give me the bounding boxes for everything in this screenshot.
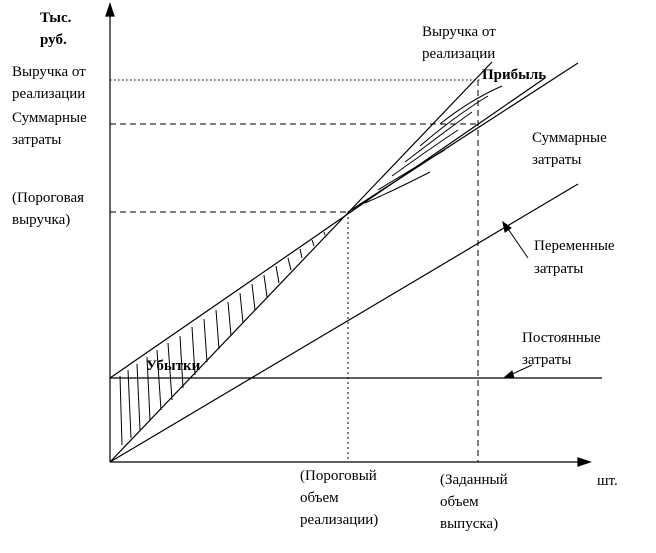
chart-lines [110, 62, 602, 462]
variable-costs-pointer-icon [503, 222, 511, 232]
y-unit-line1: Тыс. [40, 10, 72, 26]
variable-costs-label-line1: Переменные [534, 238, 615, 254]
revenue-line [110, 62, 492, 462]
target-volume-line1: (Заданный [440, 472, 508, 488]
profit-label: Прибыль [482, 67, 547, 83]
left-total-costs-line2: затраты [12, 132, 62, 148]
x-unit-label: шт. [597, 473, 618, 489]
total-costs-label-line1: Суммарные [532, 130, 607, 146]
y-axis-arrow-icon [106, 4, 114, 16]
fixed-costs-label-line1: Постоянные [522, 330, 601, 346]
variable-costs-label-line2: затраты [534, 261, 584, 277]
left-revenue-line2: реализации [12, 86, 86, 102]
x-axis-arrow-icon [578, 458, 590, 466]
revenue-label-line2: реализации [422, 46, 496, 62]
left-threshold-revenue-line1: (Пороговая [12, 190, 85, 206]
left-total-costs-line1: Суммарные [12, 110, 87, 126]
left-revenue-line1: Выручка от [12, 64, 86, 80]
threshold-volume-line1: (Пороговый [300, 468, 377, 484]
fixed-costs-label-line2: затраты [522, 352, 572, 368]
target-volume-line2: объем [440, 494, 479, 510]
total-costs-label-line2: затраты [532, 152, 582, 168]
target-volume-line3: выпуска) [440, 516, 499, 532]
fixed-costs-pointer-icon [505, 371, 514, 378]
profit-hatching [365, 86, 502, 203]
y-unit-line2: руб. [40, 32, 67, 48]
left-threshold-revenue-line2: выручка) [12, 212, 71, 228]
losses-label: Убытки [146, 358, 201, 374]
threshold-volume-line3: реализации) [300, 512, 379, 528]
loss-hatching [120, 232, 325, 445]
threshold-volume-line2: объем [300, 490, 339, 506]
revenue-label-line1: Выручка от [422, 24, 496, 40]
